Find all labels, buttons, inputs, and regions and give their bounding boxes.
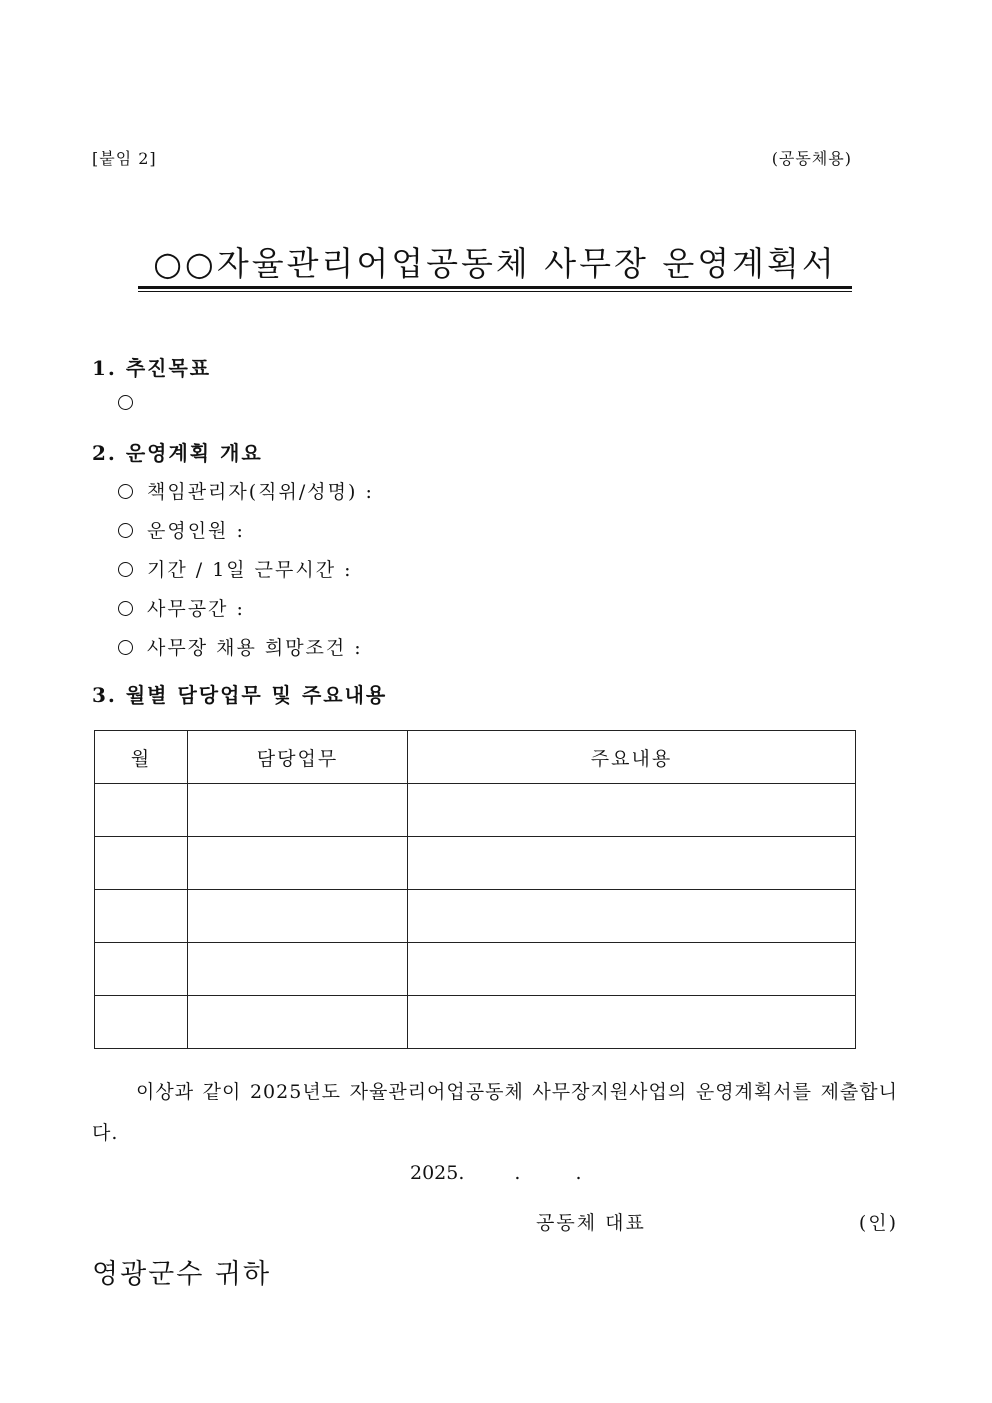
title-underline-thin <box>138 291 852 292</box>
section-2-bullet <box>118 555 353 582</box>
section-2-bullet <box>118 516 245 543</box>
monthly-plan-table <box>94 730 856 1049</box>
usage-label: (공동체용) <box>771 149 852 168</box>
duty-cell[interactable] <box>188 837 408 890</box>
column-header-month: 월 <box>95 731 188 784</box>
section-2-bullet <box>118 633 363 660</box>
duty-cell[interactable] <box>188 996 408 1049</box>
circle-bullet-icon <box>118 562 133 577</box>
period-field-label: 기간 / 1일 근무시간 : <box>147 559 353 581</box>
duty-cell[interactable] <box>188 784 408 837</box>
content-cell[interactable] <box>408 943 856 996</box>
section-2-bullet <box>118 477 374 504</box>
closing-statement: 이상과 같이 2025년도 자율관리어업공동체 사무장지원사업의 운영계획서를 제출합니다. <box>92 1081 898 1144</box>
section-1-bullet <box>118 392 147 414</box>
addressee: 영광군수 귀하 <box>92 1259 272 1290</box>
content-cell[interactable] <box>408 996 856 1049</box>
month-cell[interactable] <box>95 943 188 996</box>
staff-field-label: 운영인원 : <box>147 520 245 542</box>
seal-mark: (인) <box>858 1212 898 1234</box>
submission-date <box>410 1162 582 1184</box>
circle-bullet-icon <box>118 601 133 616</box>
date-year: 2025. <box>410 1162 465 1184</box>
table-header-row <box>95 731 856 784</box>
table-row <box>95 890 856 943</box>
content-cell[interactable] <box>408 837 856 890</box>
table-row <box>95 943 856 996</box>
table-row <box>95 784 856 837</box>
section-3-heading: 3. 월별 담당업무 및 주요내용 <box>92 683 388 707</box>
circle-bullet-icon <box>118 523 133 538</box>
month-cell[interactable] <box>95 996 188 1049</box>
office-space-field-label: 사무공간 : <box>147 598 245 620</box>
representative-label: 공동체 대표 <box>536 1212 646 1234</box>
month-cell[interactable] <box>95 890 188 943</box>
column-header-duty: 담당업무 <box>188 731 408 784</box>
table-row <box>95 996 856 1049</box>
section-2-bullet <box>118 594 245 621</box>
date-day-dot: . <box>575 1162 582 1184</box>
month-cell[interactable] <box>95 784 188 837</box>
content-cell[interactable] <box>408 784 856 837</box>
circle-bullet-icon <box>118 640 133 655</box>
duty-cell[interactable] <box>188 943 408 996</box>
document-title: ○○자율관리어업공동체 사무장 운영계획서 <box>153 244 837 283</box>
manager-field-label: 책임관리자(직위/성명) : <box>147 481 374 503</box>
attachment-label: [붙임 2] <box>92 149 157 168</box>
month-cell[interactable] <box>95 837 188 890</box>
table-row <box>95 837 856 890</box>
section-1-heading: 1. 추진목표 <box>92 356 212 380</box>
duty-cell[interactable] <box>188 890 408 943</box>
circle-bullet-icon <box>118 484 133 499</box>
section-2-heading: 2. 운영계획 개요 <box>92 441 263 465</box>
content-cell[interactable] <box>408 890 856 943</box>
hiring-conditions-field-label: 사무장 채용 희망조건 : <box>147 637 363 659</box>
column-header-content: 주요내용 <box>408 731 856 784</box>
date-month-dot: . <box>514 1162 521 1184</box>
circle-bullet-icon <box>118 395 133 410</box>
title-underline-thick <box>138 286 852 289</box>
